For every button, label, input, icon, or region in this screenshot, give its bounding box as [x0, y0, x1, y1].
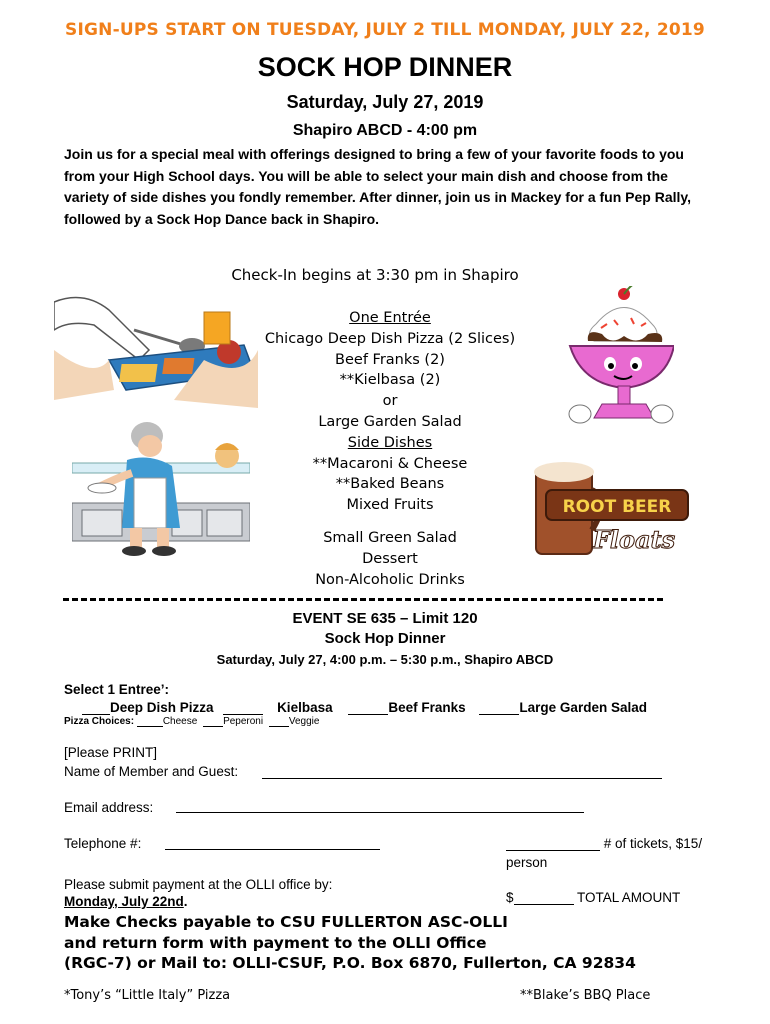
event-date: Saturday, July 27, 2019 — [286, 92, 484, 112]
entree-item: or — [382, 393, 398, 410]
print-instruction: [Please PRINT] — [64, 745, 158, 760]
checkin-note: Check-In begins at 3:30 pm in Shapiro — [231, 266, 519, 284]
ice-cream-sundae-illustration — [566, 286, 674, 432]
payment-deadline-row — [64, 894, 188, 909]
total-label: TOTAL AMOUNT — [577, 890, 681, 905]
cheese-blank[interactable] — [137, 726, 163, 727]
phone-field[interactable] — [165, 849, 380, 850]
extra-item: Dessert — [362, 550, 418, 567]
sides-heading: Side Dishes — [347, 434, 433, 451]
checks-line: (RGC-7) or Mail to: OLLI-CSUF, P.O. Box 6870, Fullerton, CA 92834 — [64, 954, 636, 972]
pizza-choices-label: Pizza Choices: — [64, 716, 135, 727]
entree-item: Chicago Deep Dish Pizza (2 Slices) — [264, 330, 516, 347]
side-item: **Baked Beans — [335, 476, 445, 493]
deep-dish-blank[interactable] — [82, 714, 110, 715]
email-label: Email address: — [64, 800, 154, 815]
footnote-right: **Blake’s BBQ Place — [520, 988, 651, 1003]
checks-line: Make Checks payable to CSU FULLERTON ASC-OLLI — [64, 913, 508, 931]
pizza-choice: Peperoni — [223, 716, 264, 727]
entree-option: Beef Franks — [388, 700, 466, 715]
entree-heading: One Entrée — [349, 310, 431, 326]
tickets-field[interactable] — [506, 850, 600, 851]
beef-franks-blank[interactable] — [348, 714, 388, 715]
pizza-choice: Cheese — [162, 716, 198, 727]
peperoni-blank[interactable] — [203, 726, 223, 727]
footnote-left: *Tony’s “Little Italy” Pizza — [64, 988, 231, 1003]
side-item: Mixed Fruits — [346, 497, 434, 514]
total-prefix: $ — [506, 890, 514, 905]
rootbeer-text: ROOT BEER — [562, 497, 672, 517]
page-title: SOCK HOP DINNER — [257, 52, 513, 82]
pizza-choices-row — [64, 716, 319, 727]
signup-banner: SIGN-UPS START ON TUESDAY, JULY 2 TILL MONDAY, JULY 22, 2019 — [65, 20, 705, 40]
menu-block — [240, 308, 540, 516]
extra-item: Small Green Salad — [323, 530, 457, 546]
email-field[interactable] — [176, 812, 584, 813]
floats-text: Floats — [592, 525, 676, 554]
entree-option: Deep Dish Pizza — [110, 700, 214, 715]
tickets-label-cont: person — [506, 855, 548, 870]
total-row — [506, 890, 680, 905]
pizza-choice: Veggie — [288, 716, 320, 727]
lunch-tray-illustration — [54, 290, 258, 408]
payment-note: Please submit payment at the OLLI office by: — [64, 877, 333, 892]
extras-block — [240, 528, 540, 590]
extra-item: Non-Alcoholic Drinks — [315, 571, 465, 588]
checks-instructions — [64, 912, 636, 974]
salad-blank[interactable] — [479, 714, 519, 715]
root-beer-floats-illustration — [522, 460, 702, 560]
phone-label: Telephone #: — [64, 836, 142, 851]
entree-item: Large Garden Salad — [318, 413, 462, 430]
select-entree-label: Select 1 Entree’: — [64, 682, 170, 697]
entree-item: **Kielbasa (2) — [339, 372, 441, 389]
name-label: Name of Member and Guest: — [64, 764, 239, 779]
event-location: Shapiro ABCD - 4:00 pm — [292, 122, 478, 139]
tickets-label: # of tickets, $15/ — [603, 836, 703, 851]
checks-line: and return form with payment to the OLLI Office — [64, 933, 487, 952]
total-field[interactable] — [514, 904, 574, 905]
tickets-row — [506, 836, 702, 851]
intro-paragraph: Join us for a special meal with offerings designed to bring a few of your favorite foods to you from your High School days. You will be able to select your main dish and choose from the variety of side dishes you fondly remember. After dinner, join us in Mackey for a fun Pep Rally, followed by a Sock Hop Dance back in Shapiro. — [64, 146, 692, 227]
entree-option: Large Garden Salad — [519, 700, 647, 715]
side-item: **Macaroni & Cheese — [312, 455, 468, 472]
entree-item: Beef Franks (2) — [335, 351, 445, 368]
entree-options-row — [82, 700, 647, 715]
kielbasa-blank[interactable] — [223, 714, 263, 715]
veggie-blank[interactable] — [269, 726, 289, 727]
lunch-lady-illustration — [72, 418, 250, 560]
entree-option: Kielbasa — [277, 700, 333, 715]
event-when: Saturday, July 27, 4:00 p.m. – 5:30 p.m., Shapiro ABCD — [216, 652, 554, 667]
event-name: Sock Hop Dinner — [324, 630, 446, 647]
payment-deadline: Monday, July 22nd — [64, 894, 184, 909]
deadline-period: . — [183, 894, 188, 909]
cut-line-divider — [63, 598, 663, 601]
name-field[interactable] — [262, 778, 662, 779]
event-code: EVENT SE 635 – Limit 120 — [292, 610, 478, 627]
